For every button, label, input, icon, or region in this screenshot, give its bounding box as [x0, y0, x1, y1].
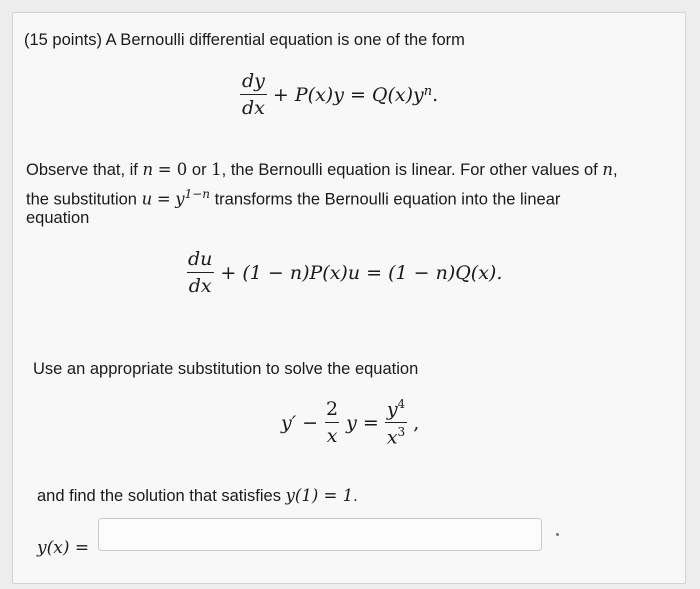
given-comma: ,	[413, 411, 420, 434]
observe-line-1	[26, 158, 618, 182]
var-u: u	[141, 189, 153, 209]
observe-line-3: equation	[26, 209, 90, 227]
fraction-denominator: dx	[240, 94, 267, 119]
du-dx-fraction	[186, 248, 214, 297]
fraction-numerator: du	[188, 248, 213, 270]
fraction-denominator: x	[325, 422, 340, 447]
equation-body: + P(x)y = Q(x)y	[272, 83, 424, 106]
fraction-numerator: dy	[242, 70, 265, 92]
equation-period: .	[432, 83, 439, 106]
fraction-denominator: dx	[187, 272, 214, 297]
exponent-n: n	[423, 84, 433, 99]
var-n: n	[142, 160, 154, 179]
equals-zero: = 0	[157, 160, 188, 179]
trailing-period	[556, 533, 559, 536]
linear-equation	[186, 248, 502, 297]
fraction-numerator: 2	[326, 398, 339, 421]
var-n-2: n	[602, 160, 613, 179]
value-one: 1	[211, 160, 222, 179]
answer-label: y(x) =	[37, 538, 90, 558]
find-text: and find the solution that satisfies	[37, 487, 281, 505]
observe-line-2	[26, 182, 560, 212]
find-solution-line	[37, 484, 358, 508]
answer-input[interactable]	[98, 518, 542, 551]
use-substitution-text: Use an appropriate substitution to solve the equation	[33, 360, 419, 378]
comma: ,	[612, 161, 618, 179]
fraction-numerator	[385, 397, 407, 422]
y4-over-x3-fraction	[385, 397, 407, 449]
transforms-text: transforms the Bernoulli equation into the linear	[214, 190, 561, 209]
den-base: x	[386, 426, 398, 449]
given-middle: y =	[346, 411, 379, 434]
observe-text-b: , the Bernoulli equation is linear. For other values of	[221, 161, 598, 179]
num-base: y	[386, 398, 398, 421]
var-y: y	[175, 189, 185, 209]
substitution-text: the substitution	[26, 190, 137, 209]
equals-sign: =	[156, 189, 171, 209]
dy-dx-fraction	[240, 70, 267, 119]
or-word: or	[191, 161, 207, 179]
find-period: .	[353, 487, 358, 505]
linear-equation-body: + (1 − n)P(x)u = (1 − n)Q(x).	[220, 261, 503, 284]
exponent-1-minus-n: 1−n	[184, 187, 210, 201]
given-lhs: y′ −	[281, 411, 319, 434]
two-over-x-fraction	[324, 398, 340, 447]
fraction-denominator	[385, 422, 407, 448]
observe-text-a: Observe that, if	[26, 161, 138, 179]
den-power: 3	[397, 425, 406, 440]
bernoulli-equation	[240, 70, 438, 119]
given-equation	[281, 397, 419, 449]
intro-text: (15 points) A Bernoulli differential equation is one of the form	[24, 31, 465, 49]
num-power: 4	[397, 397, 406, 411]
initial-condition: y(1) = 1	[285, 486, 354, 505]
